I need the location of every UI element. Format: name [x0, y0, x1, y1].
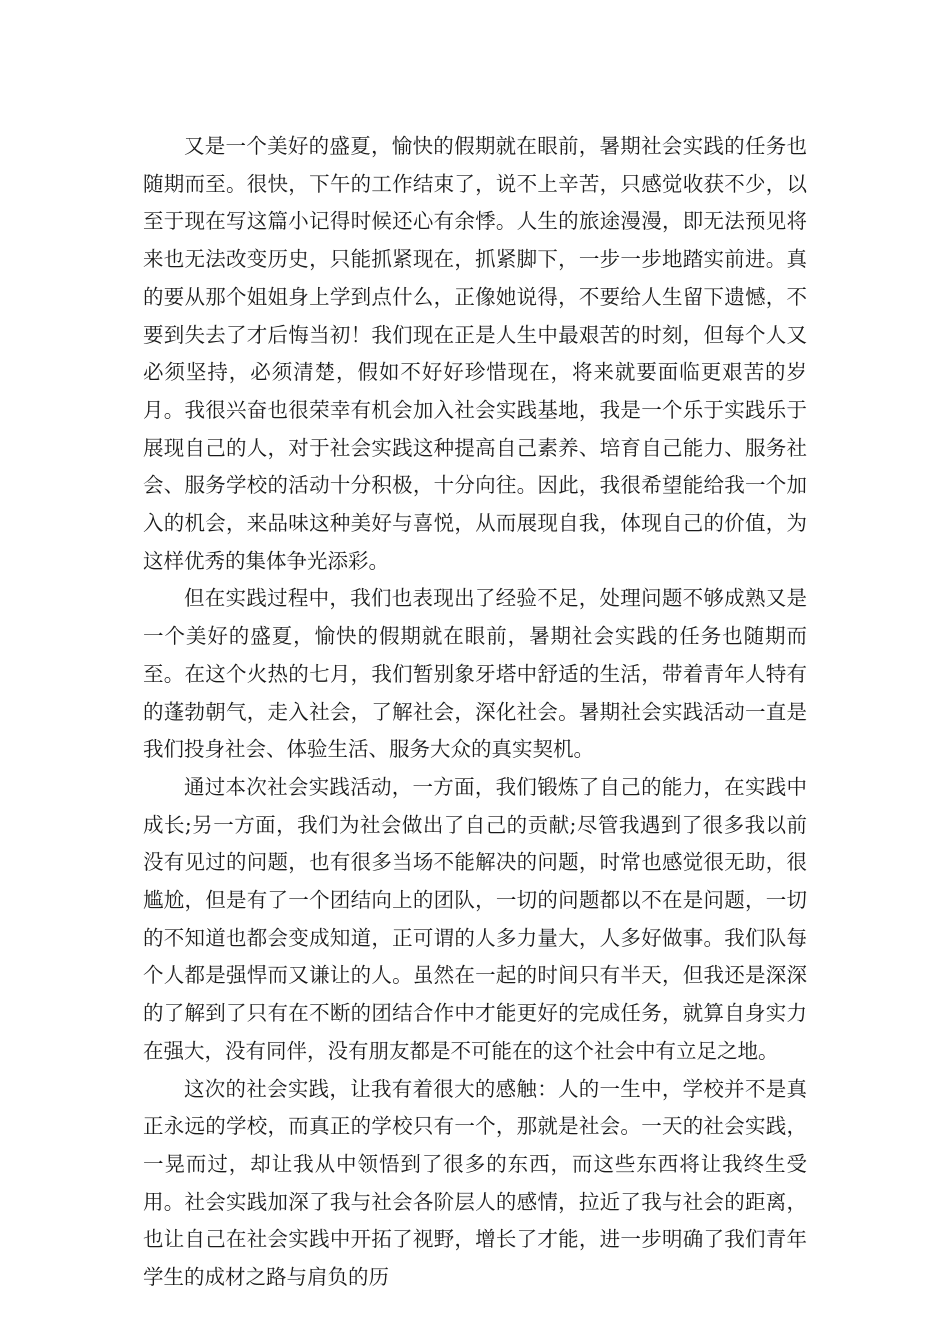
paragraph-1: 又是一个美好的盛夏，愉快的假期就在眼前，暑期社会实践的任务也随期而至。很快，下午的工作结束了，说不上辛苦，只感觉收获不少，以至于现在写这篇小记得时候还心有余悸。人生的旅途漫漫，即无法预见将来也无法改变历史，只能抓紧现在，抓紧脚下，一步一步地踏实前进。真的要从那个姐姐身上学到点什么，正像她说得，不要给人生留下遗憾，不要到失去了才后悔当初！我们现在正是人生中最艰苦的时刻，但每个人又必须坚持，必须清楚，假如不好好珍惜现在，将来就要面临更艰苦的岁月。我很兴奋也很荣幸有机会加入社会实践基地，我是一个乐于实践乐于展现自己的人，对于社会实践这种提高自己素养、培育自己能力、服务社会、服务学校的活动十分积极，十分向往。因此，我很希望能给我一个加入的机会，来品味这种美好与喜悦，从而展现自我，体现自己的价值，为这样优秀的集体争光添彩。 — [143, 134, 807, 573]
paragraph-2: 但在实践过程中，我们也表现出了经验不足，处理问题不够成熟又是一个美好的盛夏，愉快的假期就在眼前，暑期社会实践的任务也随期而至。在这个火热的七月，我们暂别象牙塔中舒适的生活，带着青年人特有的蓬勃朝气，走入社会，了解社会，深化社会。暑期社会实践活动一直是我们投身社会、体验生活、服务大众的真实契机。 — [143, 586, 807, 762]
paragraph-4: 这次的社会实践，让我有着很大的感触：人的一生中，学校并不是真正永远的学校，而真正的学校只有一个，那就是社会。一天的社会实践，一晃而过，却让我从中领悟到了很多的东西，而这些东西将让我终生受用。社会实践加深了我与社会各阶层人的感情，拉近了我与社会的距离，也让自己在社会实践中开拓了视野，增长了才能，进一步明确了我们青年学生的成材之路与肩负的历 — [143, 1076, 807, 1290]
document-body — [143, 128, 807, 1297]
paragraph-3: 通过本次社会实践活动，一方面，我们锻炼了自己的能力，在实践中成长;另一方面，我们为社会做出了自己的贡献;尽管我遇到了很多我以前没有见过的问题，也有很多当场不能解决的问题，时常也感觉很无助，很尴尬，但是有了一个团结向上的团队，一切的问题都以不在是问题，一切的不知道也都会变成知道，正可谓的人多力量大，人多好做事。我们队每个人都是强悍而又谦让的人。虽然在一起的时间只有半天，但我还是深深的了解到了只有在不断的团结合作中才能更好的完成任务，就算自身实力在强大，没有同伴，没有朋友都是不可能在的这个社会中有立足之地。 — [143, 774, 807, 1063]
